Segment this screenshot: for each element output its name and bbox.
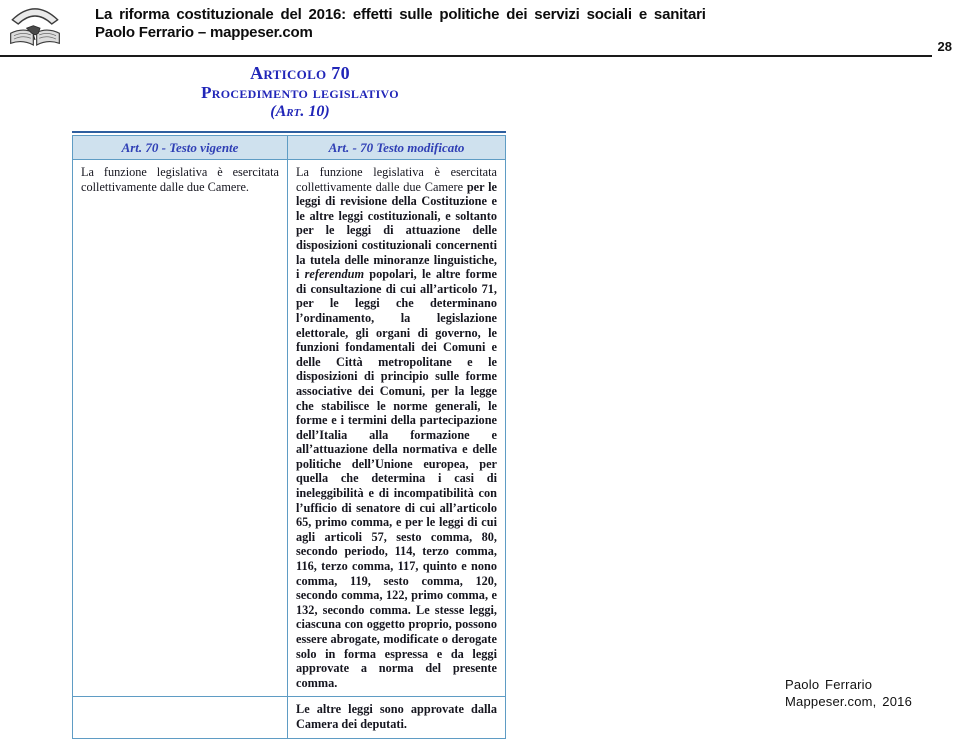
header-titles [95, 6, 855, 42]
article-heading [90, 63, 510, 121]
table-header-row [73, 136, 505, 160]
cell-testo-vigente-empty [73, 697, 288, 737]
footer-credit [785, 676, 912, 710]
article-reference: (Art. 10) [270, 103, 330, 120]
article-number: Articolo 70 [250, 63, 350, 83]
page-number: 28 [937, 39, 952, 54]
cell-testo-modificato-altre-leggi: Le altre leggi sono approvate dalla Camera dei deputati. [296, 702, 497, 731]
table-top-rule [72, 131, 506, 133]
header-divider-rule [0, 55, 932, 57]
comparison-table [72, 131, 506, 739]
table-body [72, 135, 506, 739]
column-header-testo-vigente: Art. 70 - Testo vigente [73, 136, 288, 159]
table-row [73, 696, 505, 737]
article-subject: Procedimento legislativo [201, 83, 399, 102]
column-header-testo-modificato: Art. - 70 Testo modificato [328, 140, 465, 155]
slide-header [0, 0, 960, 58]
footer-site-year: Mappeser.com, 2016 [785, 694, 913, 709]
presentation-author: Paolo Ferrario – mappeser.com [95, 24, 313, 41]
footer-author: Paolo Ferrario [785, 677, 873, 692]
cell-testo-modificato: La funzione legislativa è esercitata collettivamente dalle due Camere per le leggi di revisione della Costituzione e le altre leggi costituzionali, e soltanto per le leggi di attuazione delle disposizioni costituzionali concernenti la tutela delle minoranze linguistiche, i referendum popolari, le altre forme di consultazione di cui all’articolo 71, per le leggi che determinano l’ordinamento, la legislazione elettorale, gli organi di governo, le funzioni fondamentali dei Comuni e delle Città metropolitane e le disposizioni di principio sulle forme associative dei Comuni, per la legge che stabilisce le norme generali, le forme e i termini della partecipazione dell’Italia alla formazione e all’attuazione della normativa e delle politiche dell’Unione europea, per quella che determina i casi di ineleggibilità e di incompatibilità con l’ufficio di senatore di cui all’articolo 65, primo comma, e per le leggi di cui agli articoli 57, sesto comma, 80, secondo periodo, 114, terzo comma, 116, terzo comma, 117, quinto e nono comma, 119, sesto comma, 120, secondo comma, 122, primo comma, e 132, secondo comma. Le stesse leggi, ciascuna con oggetto proprio, possono essere abrogate, modificate o derogate solo in forma espressa e da leggi approvate a norma del presente comma. [296, 165, 498, 690]
mappeser-book-handshake-logo-icon [8, 3, 62, 50]
cell-testo-vigente: La funzione legislativa è esercitata collettivamente dalle due Camere. [73, 160, 288, 696]
presentation-title: La riforma costituzionale del 2016: effetti sulle politiche dei servizi sociali e sanitari [95, 6, 706, 23]
table-row [73, 160, 505, 696]
